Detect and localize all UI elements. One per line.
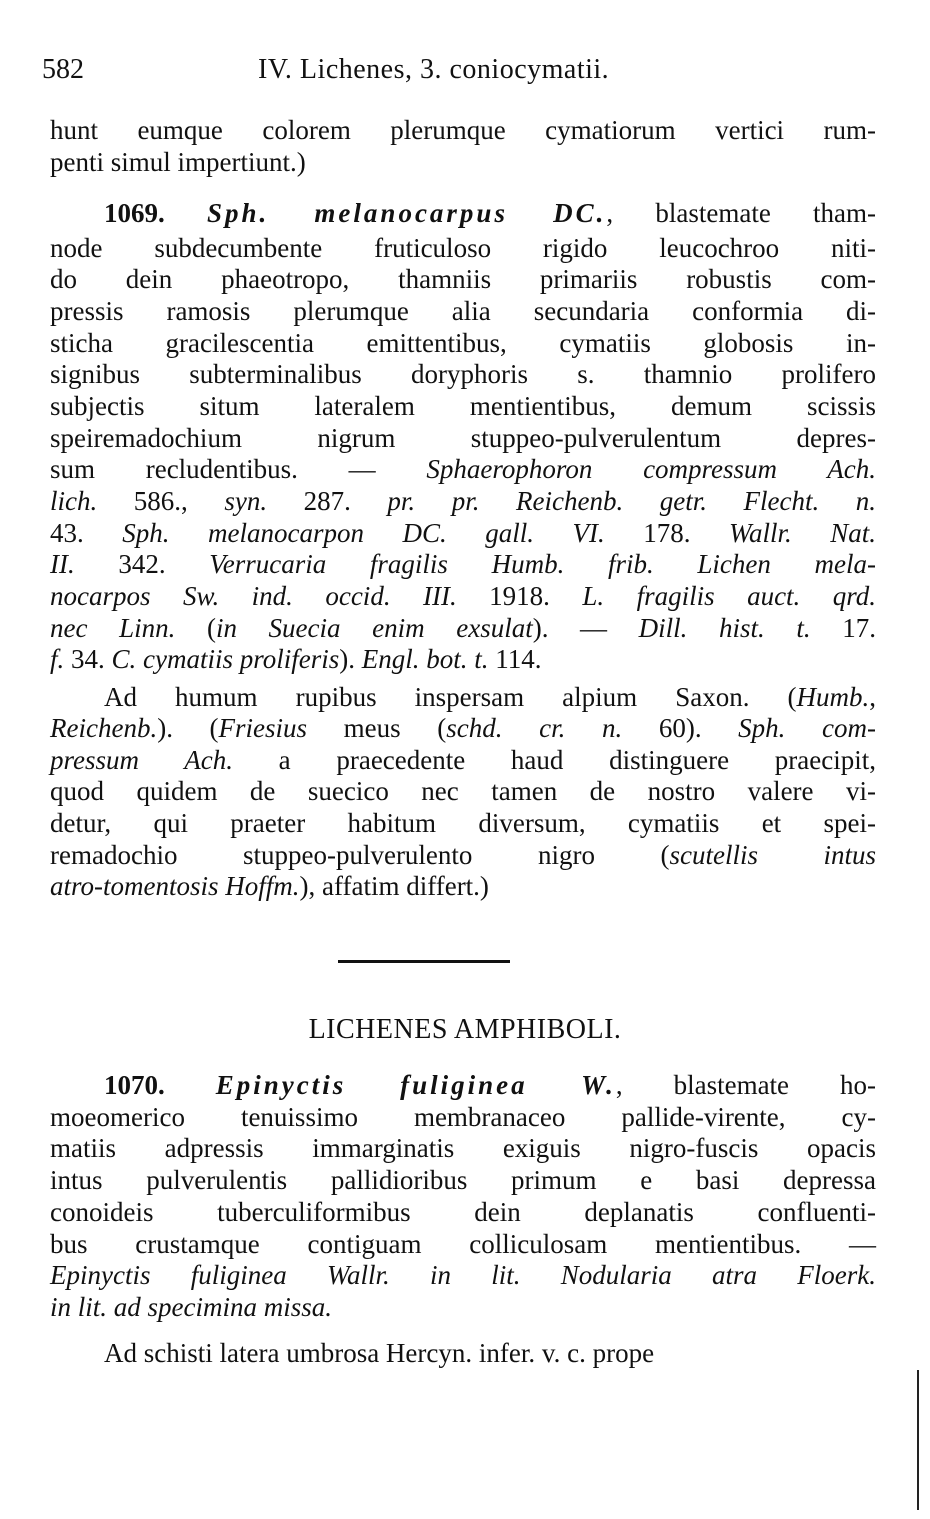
text-segment: in Suecia enim exsulat <box>215 613 533 643</box>
text-segment: Sph. melanocarpus DC. <box>206 198 607 228</box>
section-divider <box>338 960 510 963</box>
text-segment: Sphaerophoron compressum Ach. <box>426 454 877 484</box>
text-segment: 178. <box>604 518 729 548</box>
text-line <box>50 390 876 422</box>
text-segment: Dill. hist. t. <box>638 613 811 643</box>
text-segment: Ad schisti latera umbrosa Hercyn. infer. v. c. prope <box>104 1338 655 1368</box>
text-segment: conoideis tuberculiformibus dein deplanatis confluenti- <box>50 1197 876 1227</box>
text-segment: intus pulverulentis pallidioribus primum e basi depressa <box>50 1165 876 1195</box>
text-segment: 1070. <box>104 1070 216 1100</box>
text-line <box>50 1291 876 1323</box>
text-line <box>50 744 876 776</box>
text-segment: subjectis situm lateralem mentientibus, demum scissis <box>50 391 876 421</box>
text-segment: syn. <box>224 486 268 516</box>
text-line <box>50 295 876 327</box>
text-line <box>50 1228 876 1260</box>
text-line <box>50 358 876 390</box>
text-segment: hunt eumque colorem plerumque cymatiorum vertici rum- <box>50 115 876 145</box>
text-line <box>50 580 876 612</box>
text-line <box>104 1337 876 1369</box>
text-segment: do dein phaeotropo, thamniis primariis robustis com- <box>50 264 876 294</box>
text-segment: sum recludentibus. — <box>50 454 427 484</box>
text-segment: 34. <box>64 644 112 674</box>
page-number: 582 <box>42 54 84 85</box>
text-segment: , blastemate ho- <box>615 1070 876 1100</box>
text-line <box>50 232 876 264</box>
text-line <box>50 1164 876 1196</box>
text-segment: meus ( <box>307 713 447 743</box>
text-segment: Reichenb. <box>50 713 158 743</box>
text-segment: pressis ramosis plerumque alia secundaria conformia di- <box>50 296 876 326</box>
text-segment: L. fragilis auct. qrd. <box>582 581 877 611</box>
text-segment: II. <box>50 549 75 579</box>
text-segment: quod quidem de suecico nec tamen de nostro valere vi- <box>50 776 876 806</box>
text-segment: speiremadochium nigrum stuppeo-pulverulentum depres- <box>50 423 876 453</box>
text-segment: moeomerico tenuissimo membranaceo pallide-virente, cy- <box>50 1102 876 1132</box>
text-segment: ( <box>175 613 216 643</box>
text-segment: ), affatim differt.) <box>299 871 489 901</box>
text-segment: penti simul impertiunt.) <box>50 147 306 177</box>
text-segment: 342. <box>74 549 210 579</box>
text-segment: 1918. <box>456 581 583 611</box>
text-segment: Verrucaria fragilis Humb. frib. Lichen mela- <box>209 549 876 579</box>
text-line <box>50 839 876 871</box>
text-line <box>50 1259 876 1291</box>
text-segment: Epinyctis fuliginea Wallr. in lit. Nodularia atra Floerk. <box>50 1260 876 1290</box>
text-segment: pr. pr. Reichenb. getr. Flecht. n. <box>387 486 877 516</box>
text-segment: node subdecumbente fruticuloso rigido leucochroo niti- <box>50 233 876 263</box>
text-segment: ). — <box>532 613 639 643</box>
text-segment: nocarpos Sw. ind. occid. III. <box>50 581 457 611</box>
text-line <box>50 517 876 549</box>
text-segment: Humb. <box>796 682 870 712</box>
text-line <box>50 485 876 517</box>
text-line <box>104 681 876 713</box>
text-line <box>50 453 876 485</box>
text-segment: Wallr. Nat. <box>728 518 877 548</box>
text-segment: detur, qui praeter habitum diversum, cymatiis et spei- <box>50 808 876 838</box>
text-segment: in lit. ad specimina missa. <box>50 1292 332 1322</box>
text-segment: nec Linn. <box>50 613 176 643</box>
text-segment: Ad humum rupibus inspersam alpium Saxon. ( <box>104 682 797 712</box>
text-line <box>104 1069 876 1101</box>
text-segment: pressum Ach. <box>50 745 233 775</box>
text-segment: 17. <box>810 613 876 643</box>
text-segment: remadochio stuppeo-pulverulento nigro ( <box>50 840 670 870</box>
text-line <box>50 548 876 580</box>
text-segment: 43. <box>50 518 123 548</box>
text-segment: schd. cr. n. <box>446 713 623 743</box>
text-segment: scutellis intus <box>669 840 876 870</box>
text-segment: , <box>869 682 876 712</box>
text-segment: Epinyctis fuliginea W. <box>215 1070 616 1100</box>
text-line <box>50 263 876 295</box>
text-segment: ). <box>339 644 362 674</box>
text-segment: lich. <box>50 486 98 516</box>
text-line <box>50 146 876 178</box>
text-line <box>50 807 876 839</box>
text-segment: 114. <box>488 644 542 674</box>
text-segment: atro-tomentosis Hoffm. <box>50 871 300 901</box>
text-line <box>50 612 876 644</box>
text-segment: , blastemate tham- <box>606 198 876 228</box>
text-segment: bus crustamque contiguam colliculosam mentientibus. — <box>50 1229 876 1259</box>
text-segment: sticha gracilescentia emittentibus, cymatiis globosis in- <box>50 328 876 358</box>
text-line <box>50 643 876 675</box>
text-line <box>50 114 876 146</box>
text-line <box>50 1101 876 1133</box>
text-segment: ). ( <box>157 713 219 743</box>
running-head: IV. Lichenes, 3. coniocymatii. <box>258 54 610 85</box>
text-segment: 586., <box>97 486 225 516</box>
text-line <box>50 712 876 744</box>
text-line <box>50 422 876 454</box>
text-line <box>50 327 876 359</box>
text-segment: signibus subterminalibus doryphoris s. thamnio prolifero <box>50 359 876 389</box>
text-segment: Engl. bot. t. <box>361 644 489 674</box>
text-line <box>104 197 876 229</box>
text-segment: Friesius <box>218 713 308 743</box>
text-segment: 287. <box>267 486 388 516</box>
text-line <box>50 870 876 902</box>
text-segment: matiis adpressis immarginatis exiguis nigro-fuscis opacis <box>50 1133 876 1163</box>
text-segment: C. cymatiis proliferis <box>111 644 340 674</box>
text-segment: Sph. melanocarpon DC. gall. VI. <box>122 518 605 548</box>
text-segment: a praecedente haud distinguere praecipit, <box>232 745 876 775</box>
section-heading: LICHENES AMPHIBOLI. <box>308 1014 622 1045</box>
text-line <box>50 1132 876 1164</box>
scan-margin-mark <box>917 1370 919 1510</box>
text-line <box>50 775 876 807</box>
text-segment: f. <box>50 644 65 674</box>
text-segment: Sph. com- <box>738 713 876 743</box>
text-line <box>50 1196 876 1228</box>
text-segment: 60). <box>622 713 739 743</box>
text-segment: 1069. <box>104 198 207 228</box>
